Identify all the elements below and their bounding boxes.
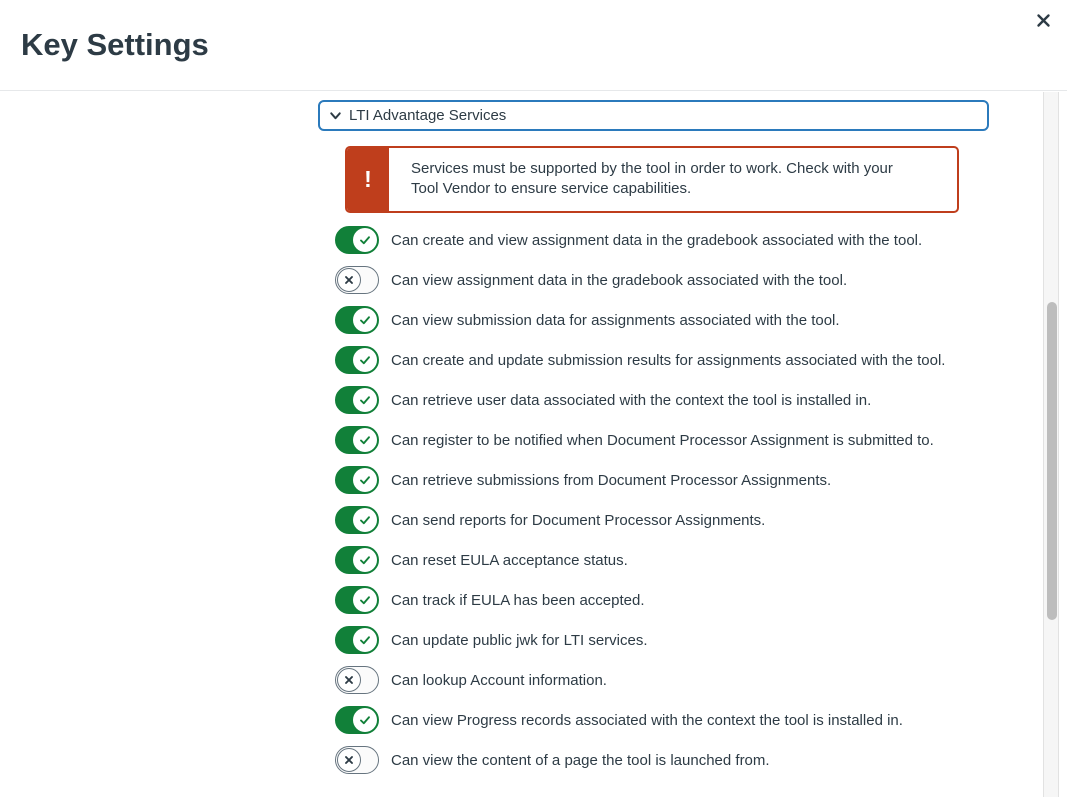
alert-exclamation-icon: ! bbox=[347, 148, 389, 211]
toggle-knob bbox=[353, 348, 377, 372]
lti-advantage-section bbox=[318, 100, 989, 780]
checkmark-icon bbox=[357, 312, 373, 328]
x-icon bbox=[342, 673, 356, 687]
service-toggle-on[interactable] bbox=[335, 346, 379, 374]
service-toggle-off[interactable] bbox=[335, 666, 379, 694]
toggle-label: Can retrieve submissions from Document Processor Assignments. bbox=[391, 471, 832, 489]
toggle-knob bbox=[353, 468, 377, 492]
toggle-label: Can lookup Account information. bbox=[391, 671, 607, 689]
toggle-knob bbox=[337, 748, 361, 772]
toggle-label: Can send reports for Document Processor Assignments. bbox=[391, 511, 766, 529]
toggle-label: Can retrieve user data associated with the context the tool is installed in. bbox=[391, 391, 872, 409]
scrollbar-track[interactable] bbox=[1043, 92, 1059, 797]
toggle-label: Can update public jwk for LTI services. bbox=[391, 631, 648, 649]
toggle-knob bbox=[353, 588, 377, 612]
x-icon bbox=[342, 753, 356, 767]
service-toggle-on[interactable] bbox=[335, 306, 379, 334]
services-list bbox=[318, 220, 989, 780]
modal-body bbox=[0, 92, 1067, 797]
service-toggle-off[interactable] bbox=[335, 746, 379, 774]
checkmark-icon bbox=[357, 712, 373, 728]
toggle-knob bbox=[353, 628, 377, 652]
checkmark-icon bbox=[357, 592, 373, 608]
toggle-knob bbox=[353, 508, 377, 532]
close-icon bbox=[1036, 13, 1051, 28]
toggle-row bbox=[318, 380, 989, 420]
toggle-knob bbox=[353, 428, 377, 452]
toggle-label: Can create and view assignment data in the gradebook associated with the tool. bbox=[391, 231, 923, 249]
toggle-row bbox=[318, 700, 989, 740]
checkmark-icon bbox=[357, 432, 373, 448]
close-button[interactable] bbox=[1029, 6, 1057, 34]
toggle-row bbox=[318, 260, 989, 300]
toggle-knob bbox=[353, 308, 377, 332]
toggle-row bbox=[318, 340, 989, 380]
alert-message: Services must be supported by the tool in order to work. Check with your Tool Vendor to ensure service capabilities. bbox=[411, 160, 893, 197]
toggle-label: Can reset EULA acceptance status. bbox=[391, 551, 628, 569]
toggle-row bbox=[318, 580, 989, 620]
chevron-down-icon bbox=[327, 107, 344, 124]
toggle-label: Can view submission data for assignments associated with the tool. bbox=[391, 311, 840, 329]
toggle-label: Can view assignment data in the gradebook associated with the tool. bbox=[391, 271, 848, 289]
toggle-row bbox=[318, 420, 989, 460]
toggle-row bbox=[318, 660, 989, 700]
scrollbar-thumb[interactable] bbox=[1047, 302, 1057, 620]
service-toggle-on[interactable] bbox=[335, 466, 379, 494]
service-toggle-on[interactable] bbox=[335, 386, 379, 414]
toggle-knob bbox=[353, 228, 377, 252]
toggle-row bbox=[318, 540, 989, 580]
service-toggle-on[interactable] bbox=[335, 586, 379, 614]
service-toggle-on[interactable] bbox=[335, 626, 379, 654]
checkmark-icon bbox=[357, 232, 373, 248]
toggle-row bbox=[318, 500, 989, 540]
toggle-row bbox=[318, 460, 989, 500]
checkmark-icon bbox=[357, 392, 373, 408]
toggle-knob bbox=[353, 548, 377, 572]
page-title: Key Settings bbox=[21, 27, 209, 62]
toggle-knob bbox=[353, 708, 377, 732]
service-toggle-on[interactable] bbox=[335, 426, 379, 454]
expander-label: LTI Advantage Services bbox=[349, 107, 507, 124]
service-toggle-off[interactable] bbox=[335, 266, 379, 294]
service-toggle-on[interactable] bbox=[335, 706, 379, 734]
checkmark-icon bbox=[357, 352, 373, 368]
checkmark-icon bbox=[357, 552, 373, 568]
service-toggle-on[interactable] bbox=[335, 226, 379, 254]
toggle-row bbox=[318, 740, 989, 780]
lti-advantage-services-expander[interactable] bbox=[318, 100, 989, 131]
toggle-label: Can register to be notified when Document Processor Assignment is submitted to. bbox=[391, 431, 934, 449]
toggle-knob bbox=[337, 668, 361, 692]
toggle-knob bbox=[337, 268, 361, 292]
warning-alert bbox=[345, 146, 959, 213]
toggle-label: Can create and update submission results for assignments associated with the tool. bbox=[391, 351, 946, 369]
toggle-label: Can view the content of a page the tool is launched from. bbox=[391, 751, 770, 769]
toggle-row bbox=[318, 300, 989, 340]
checkmark-icon bbox=[357, 472, 373, 488]
service-toggle-on[interactable] bbox=[335, 506, 379, 534]
toggle-row bbox=[318, 620, 989, 660]
toggle-row bbox=[318, 220, 989, 260]
checkmark-icon bbox=[357, 512, 373, 528]
service-toggle-on[interactable] bbox=[335, 546, 379, 574]
checkmark-icon bbox=[357, 632, 373, 648]
modal-header bbox=[0, 0, 1067, 91]
toggle-label: Can view Progress records associated with the context the tool is installed in. bbox=[391, 711, 903, 729]
toggle-label: Can track if EULA has been accepted. bbox=[391, 591, 645, 609]
toggle-knob bbox=[353, 388, 377, 412]
x-icon bbox=[342, 273, 356, 287]
